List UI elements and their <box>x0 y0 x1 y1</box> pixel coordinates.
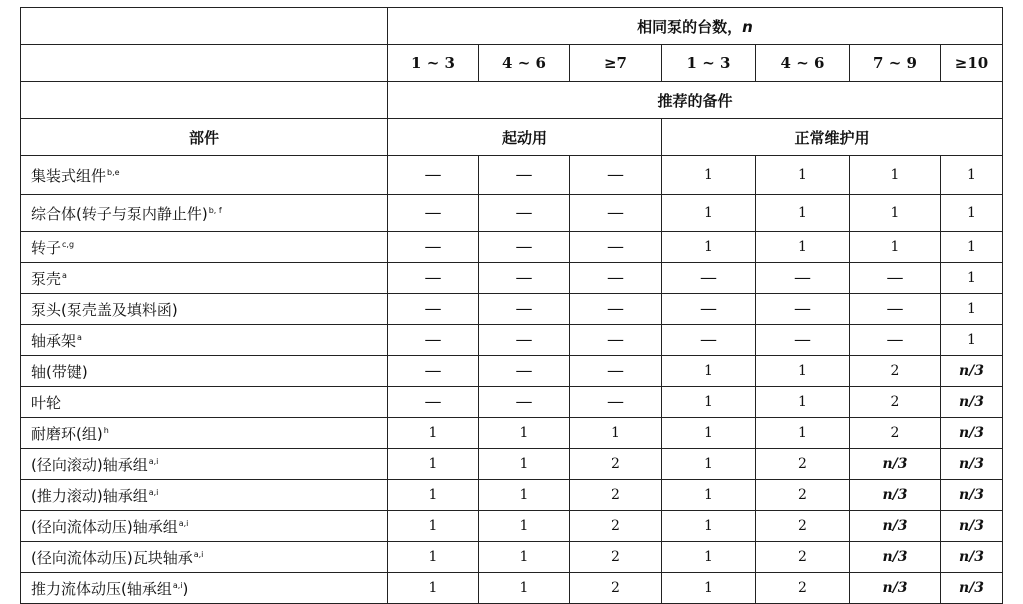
quantity-cell: — <box>570 232 662 263</box>
count-header: ≥10 <box>941 45 1003 82</box>
quantity-cell: 1 <box>662 387 756 418</box>
quantity-cell: — <box>388 232 479 263</box>
quantity-cell: 1 <box>662 573 756 604</box>
part-name: 耐磨环(组) <box>31 424 103 443</box>
quantity-cell: 1 <box>850 156 941 195</box>
footnote-marker: a,i <box>172 580 183 590</box>
quantity-cell: — <box>479 356 570 387</box>
table-row <box>21 542 1003 573</box>
quantity-cell: 2 <box>850 387 941 418</box>
part-name-cell <box>21 232 388 263</box>
table-row <box>21 387 1003 418</box>
quantity-cell: — <box>479 325 570 356</box>
quantity-cell: — <box>388 356 479 387</box>
quantity-cell: 2 <box>850 418 941 449</box>
quantity-cell: — <box>570 195 662 232</box>
quantity-cell: 2 <box>756 449 850 480</box>
quantity-cell: — <box>570 263 662 294</box>
quantity-cell: 2 <box>570 511 662 542</box>
quantity-cell: 2 <box>850 356 941 387</box>
quantity-cell: 1 <box>662 156 756 195</box>
quantity-cell: n/3 <box>941 480 1003 511</box>
quantity-cell: 1 <box>479 418 570 449</box>
quantity-cell: 1 <box>941 232 1003 263</box>
table-row <box>21 195 1003 232</box>
table-row <box>21 511 1003 542</box>
quantity-cell: — <box>850 263 941 294</box>
quantity-cell: — <box>570 156 662 195</box>
quantity-cell: 1 <box>662 195 756 232</box>
quantity-cell: 1 <box>662 449 756 480</box>
part-name-cell <box>21 195 388 232</box>
part-name-cell <box>21 573 388 604</box>
quantity-cell: 1 <box>388 542 479 573</box>
quantity-cell: 2 <box>756 480 850 511</box>
quantity-cell: 1 <box>388 480 479 511</box>
quantity-cell: n/3 <box>941 511 1003 542</box>
footnote-marker: a <box>62 270 67 280</box>
part-name-cell <box>21 156 388 195</box>
footnote-marker: a,i <box>148 487 159 497</box>
quantity-cell: — <box>662 325 756 356</box>
quantity-cell: — <box>662 263 756 294</box>
header-empty-cell <box>21 82 388 119</box>
quantity-cell: — <box>388 294 479 325</box>
quantity-cell: n/3 <box>941 387 1003 418</box>
count-header: 1 ~ 3 <box>662 45 756 82</box>
quantity-cell: 2 <box>756 542 850 573</box>
quantity-cell: 1 <box>479 480 570 511</box>
quantity-cell: 1 <box>756 195 850 232</box>
part-name: 叶轮 <box>31 393 62 412</box>
quantity-cell: n/3 <box>850 449 941 480</box>
part-name: 泵头(泵壳盖及填料函) <box>31 300 178 319</box>
part-name-cell <box>21 511 388 542</box>
table-row <box>21 263 1003 294</box>
quantity-cell: — <box>850 294 941 325</box>
part-name-cell <box>21 387 388 418</box>
quantity-cell: 1 <box>941 325 1003 356</box>
quantity-cell: 1 <box>388 573 479 604</box>
quantity-cell: 2 <box>756 573 850 604</box>
part-name-cell <box>21 263 388 294</box>
table-row <box>21 356 1003 387</box>
quantity-cell: 1 <box>941 195 1003 232</box>
table-row <box>21 480 1003 511</box>
part-name-suffix: ) <box>182 579 189 598</box>
quantity-cell: 2 <box>570 542 662 573</box>
part-name: 轴(带键) <box>31 362 88 381</box>
table-row <box>21 418 1003 449</box>
quantity-cell: 2 <box>570 573 662 604</box>
quantity-cell: 1 <box>662 511 756 542</box>
quantity-cell: — <box>388 195 479 232</box>
quantity-cell: 1 <box>756 387 850 418</box>
quantity-cell: n/3 <box>941 542 1003 573</box>
footnote-marker: a <box>77 332 82 342</box>
quantity-cell: — <box>570 356 662 387</box>
quantity-cell: 1 <box>941 294 1003 325</box>
footnote-marker: c,g <box>62 239 75 249</box>
quantity-cell: — <box>479 156 570 195</box>
table-row <box>21 573 1003 604</box>
count-header: 1 ~ 3 <box>388 45 479 82</box>
table-row <box>21 325 1003 356</box>
footnote-marker: a,i <box>148 456 159 466</box>
pump-count-title <box>388 8 1003 45</box>
quantity-cell: 1 <box>662 356 756 387</box>
quantity-cell: — <box>756 325 850 356</box>
quantity-cell: — <box>388 263 479 294</box>
quantity-cell: 1 <box>662 232 756 263</box>
quantity-cell: — <box>570 294 662 325</box>
quantity-cell: 1 <box>570 418 662 449</box>
quantity-cell: 1 <box>756 232 850 263</box>
table-row <box>21 156 1003 195</box>
quantity-cell: n/3 <box>941 573 1003 604</box>
quantity-cell: n/3 <box>850 573 941 604</box>
count-header: 4 ~ 6 <box>479 45 570 82</box>
quantity-cell: — <box>479 263 570 294</box>
quantity-cell: n/3 <box>850 542 941 573</box>
quantity-cell: — <box>850 325 941 356</box>
quantity-cell: — <box>479 232 570 263</box>
quantity-cell: n/3 <box>850 511 941 542</box>
quantity-cell: 2 <box>570 449 662 480</box>
quantity-cell: — <box>662 294 756 325</box>
quantity-cell: 1 <box>662 480 756 511</box>
quantity-cell: — <box>570 325 662 356</box>
header-row-purpose <box>21 119 1003 156</box>
header-row-counts <box>21 45 1003 82</box>
footnote-marker: a,i <box>193 549 204 559</box>
part-name: 推力流体动压(轴承组 <box>31 579 172 598</box>
quantity-cell: 1 <box>941 263 1003 294</box>
spare-parts-table <box>20 7 1003 604</box>
part-name: 集装式组件 <box>31 166 107 185</box>
quantity-cell: — <box>479 294 570 325</box>
quantity-cell: — <box>570 387 662 418</box>
part-name-cell <box>21 356 388 387</box>
part-name: 综合体(转子与泵内静止件) <box>31 204 208 223</box>
quantity-cell: — <box>388 156 479 195</box>
pump-count-var: n <box>742 17 753 36</box>
pump-count-title-text: 相同泵的台数， <box>637 17 743 36</box>
quantity-cell: n/3 <box>941 418 1003 449</box>
quantity-cell: 2 <box>570 480 662 511</box>
quantity-cell: 1 <box>388 511 479 542</box>
part-name: 轴承架 <box>31 331 77 350</box>
part-name-cell <box>21 294 388 325</box>
header-empty-cell <box>21 45 388 82</box>
part-name: (径向滚动)轴承组 <box>31 455 148 474</box>
quantity-cell: 2 <box>756 511 850 542</box>
quantity-cell: — <box>756 263 850 294</box>
quantity-cell: 1 <box>850 232 941 263</box>
part-name-cell <box>21 325 388 356</box>
table-row <box>21 449 1003 480</box>
count-header: ≥7 <box>570 45 662 82</box>
part-name-cell <box>21 449 388 480</box>
part-column-header: 部件 <box>21 119 388 156</box>
startup-header: 起动用 <box>388 119 662 156</box>
footnote-marker: a,i <box>178 518 189 528</box>
recommended-spares-header: 推荐的备件 <box>388 82 1003 119</box>
quantity-cell: — <box>479 195 570 232</box>
quantity-cell: 1 <box>662 542 756 573</box>
quantity-cell: 1 <box>388 449 479 480</box>
quantity-cell: 1 <box>756 356 850 387</box>
quantity-cell: 1 <box>850 195 941 232</box>
maintenance-header: 正常维护用 <box>662 119 1003 156</box>
footnote-marker: b,e <box>107 167 120 177</box>
part-name: (径向流体动压)瓦块轴承 <box>31 548 193 567</box>
quantity-cell: 1 <box>756 156 850 195</box>
table-row <box>21 294 1003 325</box>
quantity-cell: 1 <box>756 418 850 449</box>
part-name-cell <box>21 480 388 511</box>
quantity-cell: n/3 <box>941 449 1003 480</box>
quantity-cell: 1 <box>662 418 756 449</box>
quantity-cell: 1 <box>479 542 570 573</box>
quantity-cell: n/3 <box>850 480 941 511</box>
part-name: (径向流体动压)轴承组 <box>31 517 178 536</box>
footnote-marker: b, f <box>208 205 222 215</box>
quantity-cell: n/3 <box>941 356 1003 387</box>
quantity-cell: — <box>388 387 479 418</box>
part-name: 转子 <box>31 238 62 257</box>
table-row <box>21 232 1003 263</box>
count-header: 7 ~ 9 <box>850 45 941 82</box>
header-empty-cell <box>21 8 388 45</box>
footnote-marker: h <box>103 425 109 435</box>
quantity-cell: 1 <box>479 511 570 542</box>
quantity-cell: 1 <box>479 449 570 480</box>
quantity-cell: 1 <box>479 573 570 604</box>
quantity-cell: — <box>756 294 850 325</box>
part-name: 泵壳 <box>31 269 62 288</box>
quantity-cell: — <box>479 387 570 418</box>
header-row-pump-count <box>21 8 1003 45</box>
part-name-cell <box>21 542 388 573</box>
header-row-recommended <box>21 82 1003 119</box>
quantity-cell: 1 <box>388 418 479 449</box>
part-name: (推力滚动)轴承组 <box>31 486 148 505</box>
quantity-cell: — <box>388 325 479 356</box>
quantity-cell: 1 <box>941 156 1003 195</box>
count-header: 4 ~ 6 <box>756 45 850 82</box>
part-name-cell <box>21 418 388 449</box>
